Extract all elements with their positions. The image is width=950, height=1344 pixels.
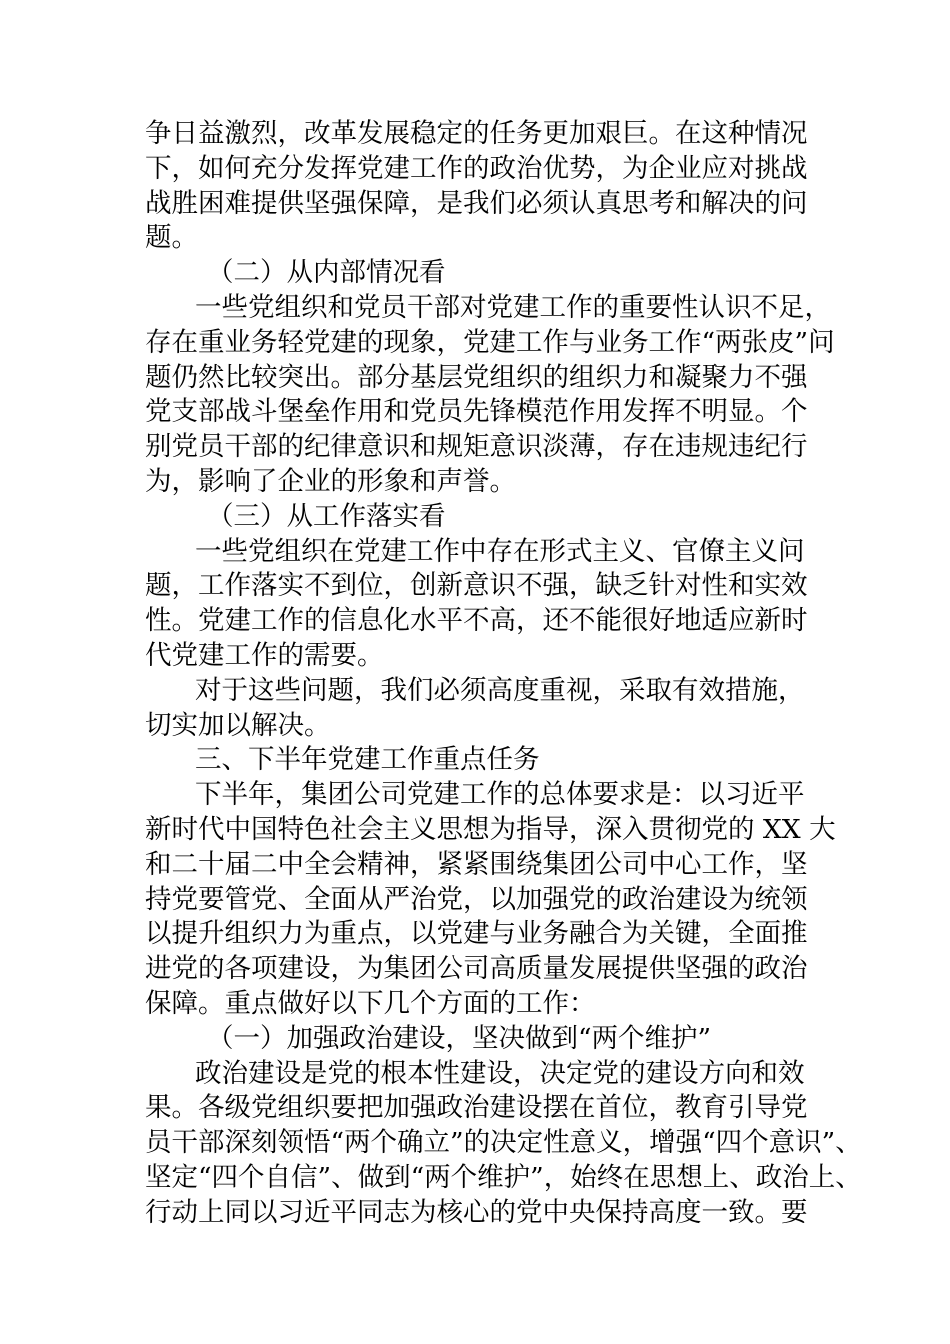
text-line: 题仍然比较突出。部分基层党组织的组织力和凝聚力不强 <box>145 361 808 393</box>
text-line: 为，影响了企业的形象和声誉。 <box>145 465 516 497</box>
text-line: 代党建工作的需要。 <box>145 639 384 671</box>
text-line: 和二十届二中全会精神，紧紧围绕集团公司中心工作，坚 <box>145 848 808 880</box>
text-line: （一）加强政治建设，坚决做到“两个维护” <box>207 1022 712 1054</box>
text-line: 一些党组织和党员干部对党建工作的重要性认识不足， <box>195 291 831 323</box>
text-line: 政治建设是党的根本性建设，决定党的建设方向和效 <box>195 1057 805 1089</box>
text-line: 下半年，集团公司党建工作的总体要求是：以习近平 <box>195 779 805 811</box>
text-line: 题。 <box>145 222 198 254</box>
text-line: 题，工作落实不到位，创新意识不强，缺乏针对性和实效 <box>145 570 808 602</box>
text-line: 以提升组织力为重点，以党建与业务融合为关键，全面推 <box>145 918 808 950</box>
text-line: 性。党建工作的信息化水平不高，还不能很好地适应新时 <box>145 605 808 637</box>
text-line: 存在重业务轻党建的现象，党建工作与业务工作“两张皮”问 <box>145 326 835 358</box>
text-line: 新时代中国特色社会主义思想为指导，深入贯彻党的 XX 大 <box>145 813 836 845</box>
text-line: 持党要管党、全面从严治党，以加强党的政治建设为统领 <box>145 883 808 915</box>
text-line: 切实加以解决。 <box>145 709 331 741</box>
text-line: 党支部战斗堡垒作用和党员先锋模范作用发挥不明显。个 <box>145 396 808 428</box>
text-line: 果。各级党组织要把加强政治建设摆在首位，教育引导党 <box>145 1092 808 1124</box>
text-line: 争日益激烈，改革发展稳定的任务更加艰巨。在这种情况 <box>145 118 808 149</box>
text-line: 保障。重点做好以下几个方面的工作： <box>145 987 596 1019</box>
text-line: （三）从工作落实看 <box>207 500 446 532</box>
text-line: 别党员干部的纪律意识和规矩意识淡薄，存在违规违纪行 <box>145 431 808 463</box>
text-line: 一些党组织在党建工作中存在形式主义、官僚主义问 <box>195 535 805 567</box>
text-line: 战胜困难提供坚强保障，是我们必须认真思考和解决的问 <box>145 187 808 219</box>
text-line: 员干部深刻领悟“两个确立”的决定性意义，增强“四个意识”、 <box>145 1127 862 1159</box>
text-line: 下，如何充分发挥党建工作的政治优势，为企业应对挑战 <box>145 152 808 184</box>
text-line: 三、下半年党建工作重点任务 <box>195 744 540 776</box>
text-line: 坚定“四个自信”、做到“两个维护”，始终在思想上、政治上、 <box>145 1161 862 1193</box>
document-body <box>145 117 862 1231</box>
text-line: 对于这些问题，我们必须高度重视，采取有效措施， <box>195 674 805 706</box>
text-line: （二）从内部情况看 <box>207 257 446 289</box>
text-line: 进党的各项建设，为集团公司高质量发展提供坚强的政治 <box>145 953 808 985</box>
text-line: 行动上同以习近平同志为核心的党中央保持高度一致。要 <box>145 1196 808 1228</box>
